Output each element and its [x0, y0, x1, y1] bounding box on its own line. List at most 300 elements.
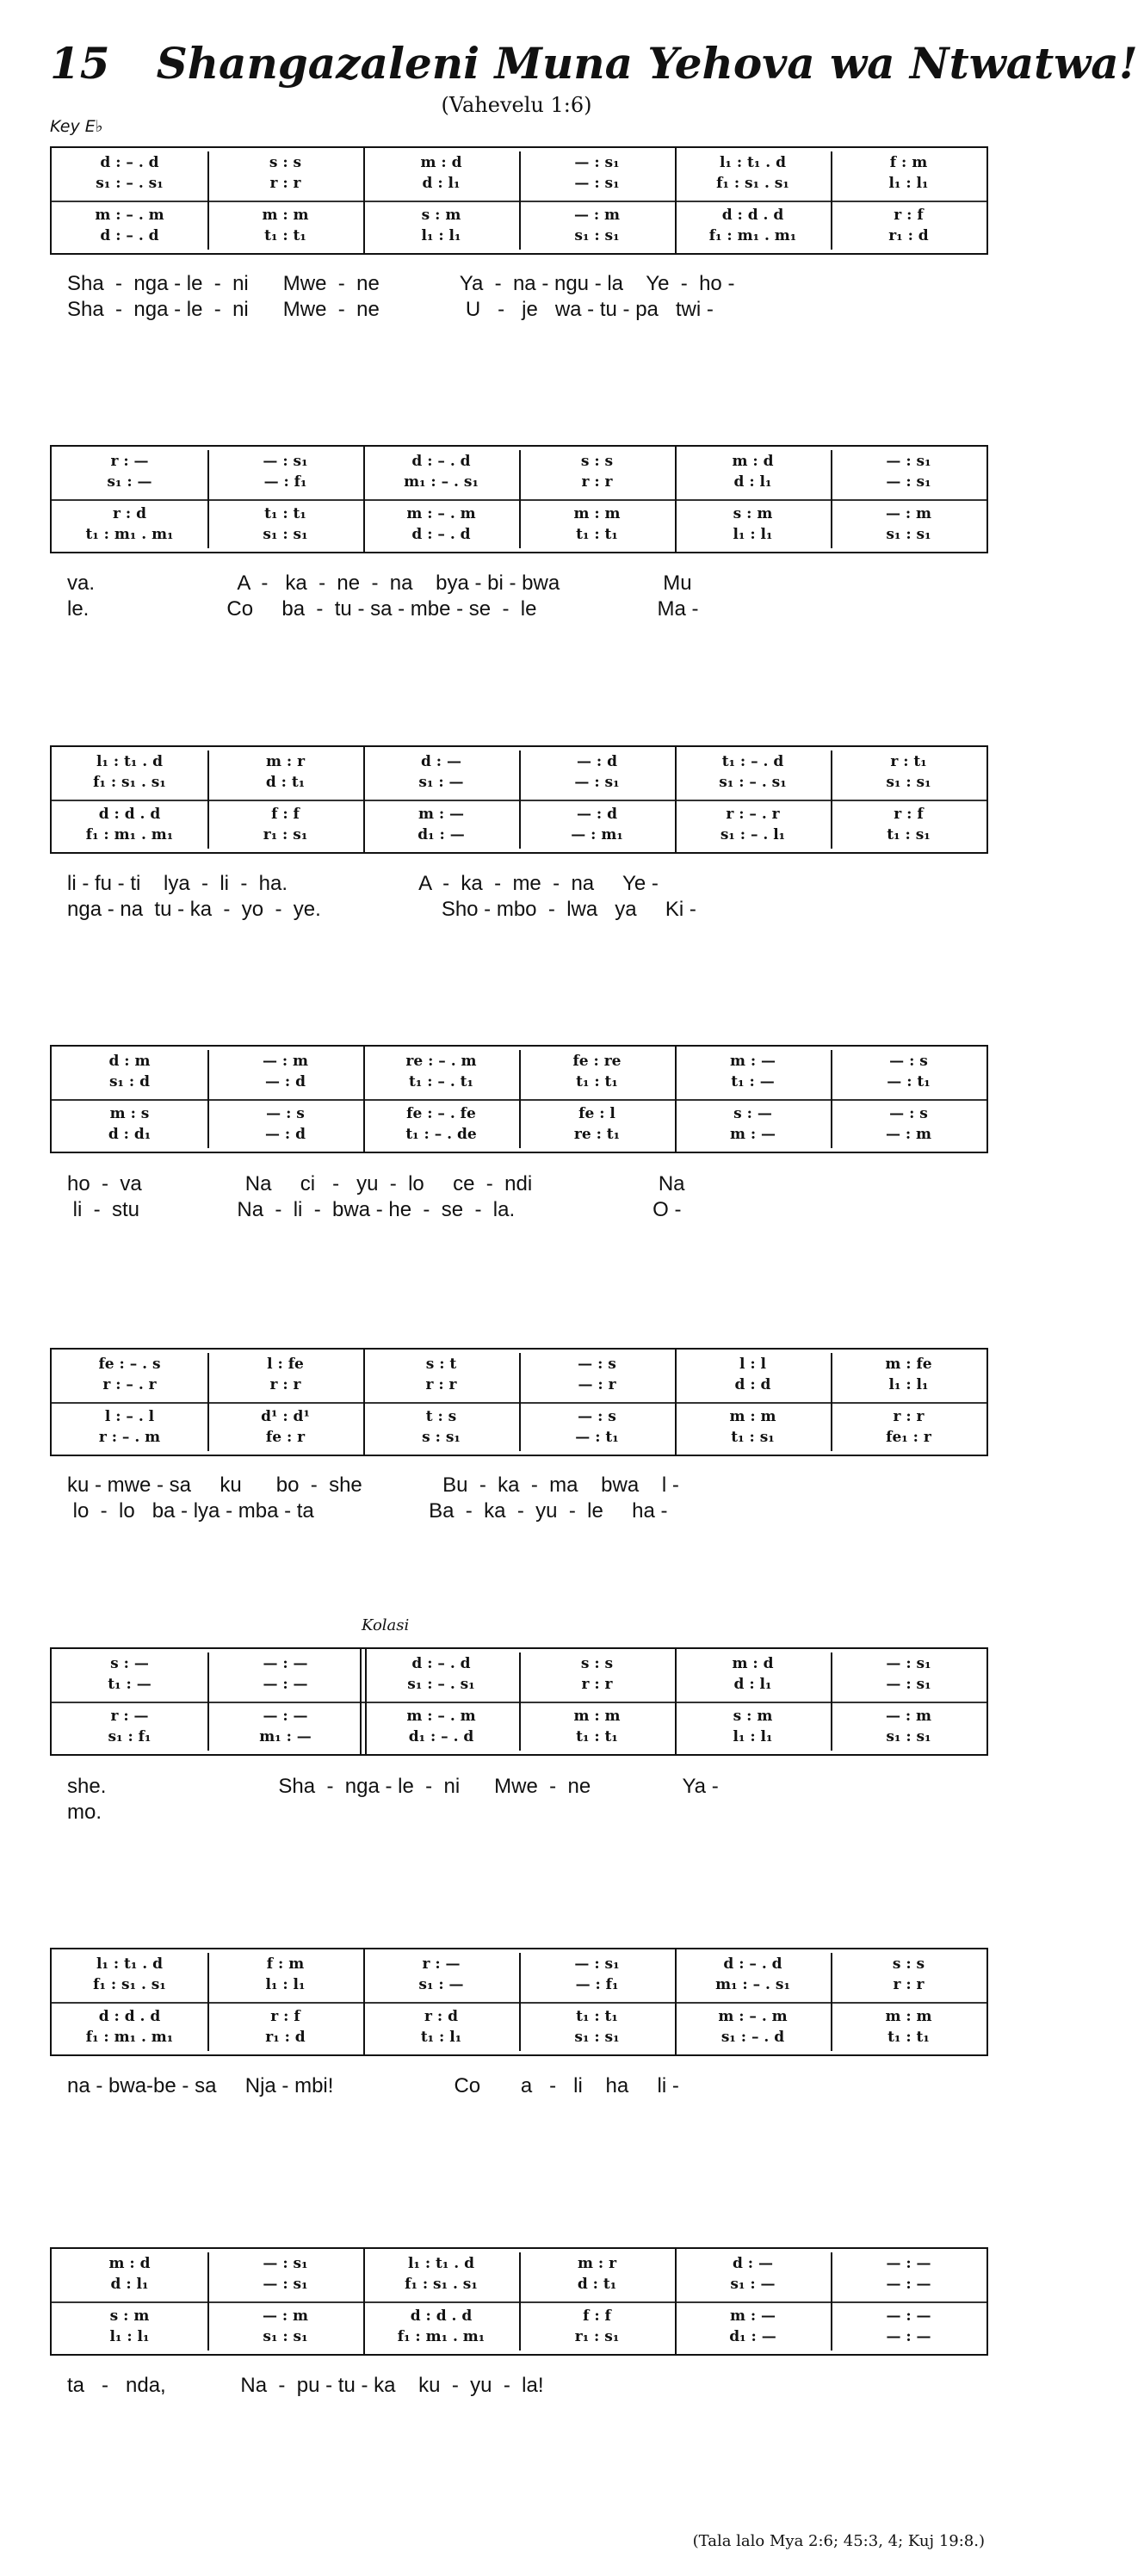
- system-frame: [50, 1348, 988, 1456]
- voice-part-notation: m : r: [577, 2255, 617, 2272]
- voice-part-notation: d : l₁: [422, 175, 461, 192]
- voice-part-notation: d : l₁: [110, 2276, 149, 2293]
- measure: [363, 747, 519, 852]
- measure: [52, 747, 207, 852]
- system-frame: [50, 1647, 988, 1756]
- voice-part-notation: — : —: [886, 2307, 931, 2325]
- voice-part-notation: fe₁ : r: [886, 1429, 931, 1446]
- barline: [519, 151, 521, 250]
- barline: [207, 1652, 209, 1751]
- song-number: 15: [50, 38, 110, 89]
- voice-part-notation: l₁ : l₁: [265, 1976, 306, 1993]
- voice-part-notation: s : s: [269, 154, 302, 171]
- voice-part-notation: — : m: [885, 505, 932, 522]
- voice-part-notation: r : – . r: [726, 806, 780, 823]
- voice-part-notation: — : f₁: [575, 1976, 619, 1993]
- measure: [207, 1949, 363, 2054]
- voice-part-notation: t₁ : – . de: [405, 1126, 477, 1143]
- barline: [831, 751, 832, 849]
- voice-part-notation: m : —: [729, 2307, 776, 2325]
- voice-part-notation: r₁ : d: [265, 2029, 306, 2046]
- barline: [363, 2249, 365, 2354]
- barline: [519, 751, 521, 849]
- voice-part-notation: s₁ : s₁: [886, 526, 931, 543]
- barline: [675, 1047, 677, 1152]
- voice-part-notation: — : s₁: [263, 453, 308, 470]
- barline: [831, 1953, 832, 2051]
- voice-part-notation: s : m: [733, 505, 773, 522]
- measure: [831, 447, 986, 552]
- voice-part-notation: r : —: [110, 453, 149, 470]
- voice-part-notation: — : s: [266, 1105, 305, 1122]
- voice-part-notation: s : m: [109, 2307, 150, 2325]
- barline: [675, 747, 677, 852]
- voice-part-notation: s₁ : s₁: [263, 526, 308, 543]
- measure: [363, 1949, 519, 2054]
- voice-part-notation: s₁ : s₁: [574, 227, 620, 244]
- voice-part-notation: — : m: [885, 1126, 932, 1143]
- voice-part-notation: f₁ : s₁ . s₁: [405, 2276, 478, 2293]
- measure: [519, 1047, 675, 1152]
- voice-part-notation: m₁ : – . s₁: [715, 1976, 790, 1993]
- measure: [207, 747, 363, 852]
- system-frame: [50, 745, 988, 854]
- measure: [831, 148, 986, 253]
- measure: [52, 1649, 207, 1754]
- voice-part-notation: l₁ : t₁ . d: [408, 2255, 474, 2272]
- voice-part-notation: r : —: [422, 1955, 461, 1973]
- voice-part-notation: d : d . d: [98, 806, 161, 823]
- measure: [519, 1949, 675, 2054]
- barline: [519, 450, 521, 548]
- voice-part-notation: d₁ : —: [417, 826, 465, 843]
- measure: [207, 1350, 363, 1455]
- voice-part-notation: t₁ : – . t₁: [409, 1073, 473, 1090]
- measure: [363, 2249, 519, 2354]
- voice-part-notation: d : – . d: [411, 1655, 471, 1672]
- voice-part-notation: l₁ : l₁: [888, 1376, 929, 1393]
- voice-part-notation: s : t: [425, 1356, 457, 1373]
- measure: [519, 1350, 675, 1455]
- voice-part-notation: r : —: [110, 1708, 149, 1725]
- measure: [675, 1649, 831, 1754]
- voice-part-notation: — : d: [265, 1126, 306, 1143]
- measure: [52, 1350, 207, 1455]
- voice-part-notation: s₁ : —: [418, 1976, 464, 1993]
- voice-part-notation: m : m: [573, 1708, 621, 1725]
- voice-part-notation: d₁ : – . d: [408, 1728, 474, 1745]
- measure: [207, 1649, 363, 1754]
- music-system: [50, 1647, 988, 1756]
- voice-part-notation: d₁ : —: [729, 2328, 776, 2345]
- voice-part-notation: s : s: [580, 1655, 614, 1672]
- lyric-line: Sha - nga - le - ni Mwe - ne U - je wa - tu - pa twi -: [67, 298, 714, 321]
- barline: [675, 148, 677, 253]
- lyric-line: li - fu - ti lya - li - ha. A - ka - me - na Ye -: [67, 872, 659, 895]
- voice-part-notation: l₁ : l₁: [733, 1728, 773, 1745]
- voice-part-notation: s₁ : – . d: [721, 2029, 785, 2046]
- system-frame: [50, 1045, 988, 1153]
- voice-part-notation: — : m: [885, 1708, 932, 1725]
- voice-part-notation: r : f: [270, 2008, 300, 2025]
- voice-part-notation: — : s₁: [886, 453, 931, 470]
- voice-part-notation: — : s: [578, 1356, 616, 1373]
- voice-part-notation: t₁ : m₁ . m₁: [85, 526, 174, 543]
- voice-part-notation: l₁ : l₁: [109, 2328, 150, 2345]
- voice-part-notation: s₁ : s₁: [886, 774, 931, 791]
- voice-part-notation: t₁ : t₁: [576, 1073, 618, 1090]
- voice-part-notation: — : s₁: [886, 1676, 931, 1693]
- barline: [207, 151, 209, 250]
- measure: [519, 747, 675, 852]
- barline: [207, 2252, 209, 2351]
- voice-part-notation: m : m: [729, 1408, 776, 1425]
- measure: [52, 1949, 207, 2054]
- voice-part-notation: f₁ : s₁ . s₁: [716, 175, 789, 192]
- measure: [831, 1350, 986, 1455]
- voice-part-notation: m : d: [108, 2255, 151, 2272]
- voice-part-notation: — : d: [577, 753, 617, 770]
- measure: [675, 447, 831, 552]
- lyric-line: va. A - ka - ne - na bya - bi - bwa Mu: [67, 571, 692, 595]
- voice-part-notation: r : f: [894, 207, 924, 224]
- lyric-line: li - stu Na - li - bwa - he - se - la. O -: [67, 1198, 682, 1221]
- voice-part-notation: — : —: [886, 2328, 931, 2345]
- measure: [519, 447, 675, 552]
- voice-part-notation: d : d₁: [108, 1126, 152, 1143]
- measure: [519, 148, 675, 253]
- voice-part-notation: f₁ : m₁ . m₁: [85, 2029, 174, 2046]
- voice-part-notation: f₁ : m₁ . m₁: [397, 2328, 486, 2345]
- voice-part-notation: — : s₁: [574, 175, 620, 192]
- voice-part-notation: t₁ : —: [108, 1676, 152, 1693]
- voice-part-notation: s₁ : – . l₁: [720, 826, 786, 843]
- voice-part-notation: d : d . d: [721, 207, 784, 224]
- voice-part-notation: — : —: [886, 2255, 931, 2272]
- voice-part-notation: — : —: [886, 2276, 931, 2293]
- voice-part-notation: d : – . d: [723, 1955, 782, 1973]
- measure: [52, 1047, 207, 1152]
- voice-part-notation: t₁ : —: [731, 1073, 775, 1090]
- barline: [207, 1050, 209, 1148]
- voice-part-notation: d : d . d: [410, 2307, 473, 2325]
- voice-part-notation: d : – . d: [100, 227, 159, 244]
- voice-part-notation: m : – . m: [718, 2008, 788, 2025]
- voice-part-notation: t₁ : t₁: [576, 1728, 618, 1745]
- voice-part-notation: m₁ : – . s₁: [404, 473, 479, 491]
- voice-part-notation: s₁ : – . s₁: [96, 175, 164, 192]
- voice-part-notation: d : l₁: [733, 1676, 772, 1693]
- barline: [831, 2252, 832, 2351]
- voice-part-notation: s₁ : s₁: [574, 2029, 620, 2046]
- measure: [831, 1047, 986, 1152]
- voice-part-notation: s₁ : f₁: [108, 1728, 152, 1745]
- voice-part-notation: — : m₁: [571, 826, 623, 843]
- lyric-line: lo - lo ba - lya - mba - ta Ba - ka - yu - le ha -: [67, 1499, 668, 1523]
- voice-part-notation: s : —: [110, 1655, 149, 1672]
- voice-part-notation: l : fe: [267, 1356, 304, 1373]
- voice-part-notation: r : f: [894, 806, 924, 823]
- voice-part-notation: fe : l: [578, 1105, 615, 1122]
- voice-part-notation: — : r: [578, 1376, 616, 1393]
- voice-part-notation: m : m: [885, 2008, 932, 2025]
- measure: [675, 2249, 831, 2354]
- voice-part-notation: fe : re: [572, 1053, 622, 1070]
- voice-part-notation: m : fe: [885, 1356, 932, 1373]
- measure: [207, 148, 363, 253]
- voice-part-notation: d : d . d: [98, 2008, 161, 2025]
- measure: [675, 1047, 831, 1152]
- voice-part-notation: d : —: [421, 753, 461, 770]
- voice-part-notation: — : s₁: [263, 2276, 308, 2293]
- voice-part-notation: r₁ : d: [888, 227, 929, 244]
- voice-part-notation: fe : – . s: [98, 1356, 161, 1373]
- voice-part-notation: d : l₁: [733, 473, 772, 491]
- voice-part-notation: r : – . m: [98, 1429, 161, 1446]
- voice-part-notation: r : r: [269, 175, 301, 192]
- voice-part-notation: — : s: [578, 1408, 616, 1425]
- voice-part-notation: — : s₁: [886, 473, 931, 491]
- voice-part-notation: — : d: [577, 806, 617, 823]
- voice-part-notation: t₁ : t₁: [264, 227, 306, 244]
- voice-part-notation: f₁ : s₁ . s₁: [93, 1976, 166, 1993]
- voice-part-notation: d : d: [734, 1376, 771, 1393]
- voice-part-notation: — : s: [889, 1053, 928, 1070]
- voice-part-notation: f : m: [266, 1955, 305, 1973]
- barline: [831, 1652, 832, 1751]
- voice-part-notation: s : m: [733, 1708, 773, 1725]
- voice-part-notation: fe : – . fe: [406, 1105, 476, 1122]
- barline: [207, 1953, 209, 2051]
- voice-part-notation: — : —: [263, 1708, 308, 1725]
- measure: [207, 447, 363, 552]
- barline: [831, 450, 832, 548]
- voice-part-notation: f : f: [583, 2307, 611, 2325]
- song-title-line: [50, 38, 1138, 89]
- lyric-line: le. Co ba - tu - sa - mbe - se - le Ma -: [67, 597, 699, 621]
- system-frame: [50, 146, 988, 255]
- barline: [363, 1949, 365, 2054]
- voice-part-notation: s₁ : d: [108, 1073, 150, 1090]
- music-system: [50, 1948, 988, 2056]
- voice-part-notation: f₁ : m₁ . m₁: [85, 826, 174, 843]
- voice-part-notation: d : t₁: [265, 774, 306, 791]
- voice-part-notation: s₁ : —: [107, 473, 152, 491]
- measure: [675, 1949, 831, 2054]
- voice-part-notation: m : —: [729, 1126, 776, 1143]
- voice-part-notation: — : d: [265, 1073, 306, 1090]
- voice-part-notation: re : t₁: [573, 1126, 621, 1143]
- voice-part-notation: m₁ : —: [259, 1728, 312, 1745]
- voice-part-notation: l₁ : l₁: [888, 175, 929, 192]
- measure: [831, 2249, 986, 2354]
- voice-part-notation: d : t₁: [577, 2276, 617, 2293]
- lyric-line: ku - mwe - sa ku bo - she Bu - ka - ma bwa l -: [67, 1473, 679, 1497]
- voice-part-notation: — : s₁: [574, 1955, 620, 1973]
- voice-part-notation: m : – . m: [406, 1708, 476, 1725]
- voice-part-notation: — : t₁: [575, 1429, 619, 1446]
- voice-part-notation: l₁ : t₁ . d: [96, 753, 163, 770]
- barline: [207, 1353, 209, 1451]
- song-title: Shangazaleni Muna Yehova wa Ntwatwa!: [156, 38, 1138, 89]
- lyric-line: na - bwa-be - sa Nja - mbi! Co a - li ha li -: [67, 2074, 679, 2097]
- voice-part-notation: d¹ : d¹: [261, 1408, 310, 1425]
- voice-part-notation: l₁ : l₁: [421, 227, 461, 244]
- voice-part-notation: f : m: [889, 154, 928, 171]
- lyric-line: nga - na tu - ka - yo - ye. Sho - mbo - lwa ya Ki -: [67, 898, 696, 921]
- voice-part-notation: t₁ : t₁: [264, 505, 306, 522]
- lyric-line: ta - nda, Na - pu - tu - ka ku - yu - la!: [67, 2374, 544, 2397]
- barline: [207, 450, 209, 548]
- voice-part-notation: r : r: [893, 1976, 925, 1993]
- measure: [519, 2249, 675, 2354]
- voice-part-notation: l₁ : l₁: [733, 526, 773, 543]
- voice-part-notation: d : m: [108, 1053, 151, 1070]
- barline: [519, 1652, 521, 1751]
- barline: [519, 2252, 521, 2351]
- voice-part-notation: f₁ : m₁ . m₁: [708, 227, 797, 244]
- voice-part-notation: l : l: [739, 1356, 767, 1373]
- voice-part-notation: t₁ : t₁: [888, 2029, 930, 2046]
- measure: [52, 2249, 207, 2354]
- music-system: [50, 745, 988, 854]
- scripture-reference: (Vahevelu 1:6): [441, 93, 592, 117]
- measure: [363, 148, 519, 253]
- system-frame: [50, 1948, 988, 2056]
- voice-part-notation: s₁ : – . s₁: [407, 1676, 475, 1693]
- voice-part-notation: m : s: [109, 1105, 150, 1122]
- voice-part-notation: — : s₁: [263, 2255, 308, 2272]
- voice-part-notation: d : – . d: [100, 154, 159, 171]
- voice-part-notation: m : —: [729, 1053, 776, 1070]
- voice-part-notation: s : s₁: [422, 1429, 461, 1446]
- voice-part-notation: s : s: [580, 453, 614, 470]
- barline: [675, 1649, 677, 1754]
- measure: [363, 1047, 519, 1152]
- voice-part-notation: s : m: [421, 207, 461, 224]
- measure: [675, 148, 831, 253]
- barline: [831, 1353, 832, 1451]
- measure: [363, 1350, 519, 1455]
- measure: [52, 447, 207, 552]
- measure: [519, 1649, 675, 1754]
- voice-part-notation: f₁ : s₁ . s₁: [93, 774, 166, 791]
- music-system: [50, 2247, 988, 2356]
- measure: [675, 1350, 831, 1455]
- voice-part-notation: m : m: [262, 207, 309, 224]
- barline: [363, 1350, 365, 1455]
- voice-part-notation: — : —: [263, 1676, 308, 1693]
- voice-part-notation: d : —: [733, 2255, 773, 2272]
- voice-part-notation: s₁ : s₁: [263, 2328, 308, 2345]
- voice-part-notation: r : r: [581, 1676, 613, 1693]
- music-system: [50, 445, 988, 553]
- barline: [519, 1353, 521, 1451]
- barline: [675, 1949, 677, 2054]
- voice-part-notation: — : s: [889, 1105, 928, 1122]
- system-frame: [50, 2247, 988, 2356]
- voice-part-notation: — : m: [262, 2307, 309, 2325]
- voice-part-notation: s₁ : – . s₁: [719, 774, 787, 791]
- measure: [52, 148, 207, 253]
- voice-part-notation: t₁ : t₁: [576, 2008, 618, 2025]
- measure: [207, 2249, 363, 2354]
- voice-part-notation: s₁ : —: [730, 2276, 776, 2293]
- barline: [363, 747, 365, 852]
- measure: [831, 1949, 986, 2054]
- lyric-line: she. Sha - nga - le - ni Mwe - ne Ya -: [67, 1775, 719, 1798]
- measure: [207, 1047, 363, 1152]
- barline: [519, 1050, 521, 1148]
- lyric-line: ho - va Na ci - yu - lo ce - ndi Na: [67, 1172, 685, 1195]
- voice-part-notation: re : – . m: [405, 1053, 477, 1070]
- barline: [207, 751, 209, 849]
- voice-part-notation: m : r: [265, 753, 306, 770]
- voice-part-notation: m : – . m: [406, 505, 476, 522]
- barline: [831, 1050, 832, 1148]
- voice-part-notation: — : —: [263, 1655, 308, 1672]
- voice-part-notation: l₁ : t₁ . d: [96, 1955, 163, 1973]
- lyric-line: Sha - nga - le - ni Mwe - ne Ya - na - ngu - la Ye - ho -: [67, 272, 735, 295]
- measure: [363, 447, 519, 552]
- music-system: [50, 1348, 988, 1456]
- barline: [363, 1047, 365, 1152]
- voice-part-notation: t : s: [425, 1408, 457, 1425]
- voice-part-notation: t₁ : t₁: [576, 526, 618, 543]
- measure: [831, 747, 986, 852]
- voice-part-notation: r : – . r: [102, 1376, 157, 1393]
- voice-part-notation: m : d: [420, 154, 462, 171]
- voice-part-notation: s₁ : s₁: [886, 1728, 931, 1745]
- voice-part-notation: — : s₁: [886, 1655, 931, 1672]
- barline: [831, 151, 832, 250]
- barline: [675, 2249, 677, 2354]
- lyric-line: mo.: [67, 1801, 102, 1824]
- voice-part-notation: m : d: [732, 453, 774, 470]
- key-signature: Key E♭: [50, 117, 103, 136]
- music-system: [50, 1045, 988, 1153]
- voice-part-notation: f : f: [271, 806, 300, 823]
- voice-part-notation: r : r: [269, 1376, 301, 1393]
- measure: [831, 1649, 986, 1754]
- measure: [675, 747, 831, 852]
- barline: [363, 447, 365, 552]
- voice-part-notation: l : – . l: [104, 1408, 155, 1425]
- measure: [363, 1649, 519, 1754]
- voice-part-notation: t₁ : s₁: [887, 826, 931, 843]
- voice-part-notation: t₁ : s₁: [731, 1429, 775, 1446]
- voice-part-notation: m : d: [732, 1655, 774, 1672]
- double-barline: [360, 1649, 367, 1754]
- voice-part-notation: s : s: [892, 1955, 925, 1973]
- barline: [675, 1350, 677, 1455]
- voice-part-notation: d : – . d: [411, 526, 471, 543]
- voice-part-notation: — : s₁: [574, 774, 620, 791]
- voice-part-notation: m : m: [573, 505, 621, 522]
- voice-part-notation: fe : r: [265, 1429, 306, 1446]
- system-frame: [50, 445, 988, 553]
- voice-part-notation: r₁ : s₁: [263, 826, 308, 843]
- voice-part-notation: r : r: [425, 1376, 457, 1393]
- voice-part-notation: — : s₁: [574, 154, 620, 171]
- voice-part-notation: r : t₁: [890, 753, 927, 770]
- voice-part-notation: t₁ : – . d: [721, 753, 784, 770]
- barline: [675, 447, 677, 552]
- voice-part-notation: l₁ : t₁ . d: [720, 154, 786, 171]
- voice-part-notation: r : d: [113, 505, 146, 522]
- voice-part-notation: d : – . d: [411, 453, 471, 470]
- voice-part-notation: s₁ : —: [418, 774, 464, 791]
